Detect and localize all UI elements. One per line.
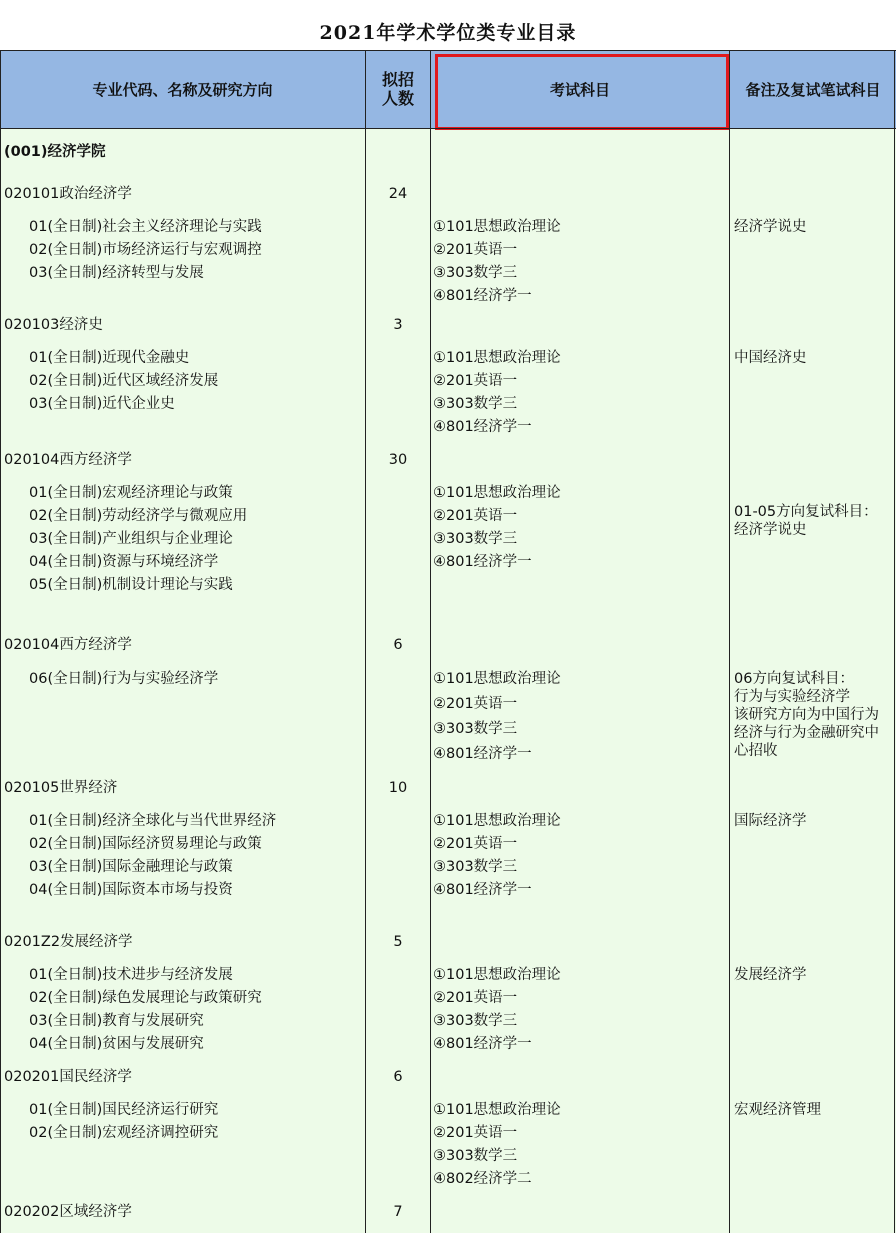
direction-item: 03(全日制)经济转型与发展: [29, 265, 204, 281]
exam-item: ①101思想政治理论: [433, 219, 561, 235]
direction-item: 02(全日制)国际经济贸易理论与政策: [29, 836, 262, 852]
exam-item: ①101思想政治理论: [433, 813, 561, 829]
direction-item: 01(全日制)技术进步与经济发展: [29, 967, 233, 983]
exam-item: ①101思想政治理论: [433, 671, 561, 687]
grid-line: [0, 128, 896, 129]
exam-item: ②201英语一: [433, 373, 518, 389]
exam-item: ③303数学三: [433, 531, 518, 547]
major-code: 020103经济史: [4, 317, 103, 333]
exam-item: ①101思想政治理论: [433, 967, 561, 983]
exam-item: ④801经济学一: [433, 882, 532, 898]
major-code: 020104西方经济学: [4, 637, 132, 653]
direction-item: 02(全日制)绿色发展理论与政策研究: [29, 990, 262, 1006]
exam-item: ②201英语一: [433, 990, 518, 1006]
direction-item: 02(全日制)宏观经济调控研究: [29, 1125, 219, 1141]
note-line: 01-05方向复试科目：: [734, 504, 878, 520]
exam-item: ④801经济学一: [433, 288, 532, 304]
grid-line: [729, 50, 730, 1233]
direction-item: 04(全日制)贫困与发展研究: [29, 1036, 204, 1052]
direction-item: 02(全日制)市场经济运行与宏观调控: [29, 242, 262, 258]
exam-item: ④801经济学一: [433, 746, 532, 762]
exam-item: ②201英语一: [433, 508, 518, 524]
header-quota-line2: 人数: [381, 89, 414, 108]
note-text: 中国经济史: [734, 350, 807, 366]
college-name: (001)经济学院: [4, 144, 106, 160]
major-quota: 30: [388, 452, 408, 468]
exam-item: ③303数学三: [433, 1148, 518, 1164]
major-code: 020104西方经济学: [4, 452, 132, 468]
note-line: 06方向复试科目：: [734, 671, 854, 687]
direction-item: 03(全日制)近代企业史: [29, 396, 175, 412]
direction-item: 01(全日制)社会主义经济理论与实践: [29, 219, 262, 235]
exam-item: ④802经济学二: [433, 1171, 532, 1187]
header-exam-subjects: 考试科目: [549, 80, 610, 99]
note-line: 心招收: [734, 743, 778, 759]
exam-item: ③303数学三: [433, 265, 518, 281]
major-code: 020201国民经济学: [4, 1069, 132, 1085]
major-quota: 10: [388, 780, 408, 796]
exam-item: ①101思想政治理论: [433, 485, 561, 501]
direction-item: 04(全日制)国际资本市场与投资: [29, 882, 233, 898]
direction-item: 03(全日制)产业组织与企业理论: [29, 531, 233, 547]
major-quota: 6: [393, 637, 403, 653]
exam-item: ②201英语一: [433, 1125, 518, 1141]
exam-item: ③303数学三: [433, 859, 518, 875]
grid-line: [894, 50, 895, 1233]
header-notes: 备注及复试笔试科目: [745, 80, 881, 99]
major-quota: 3: [393, 317, 403, 333]
grid-line: [0, 50, 896, 51]
exam-item: ④801经济学一: [433, 554, 532, 570]
note-text: 宏观经济管理: [734, 1102, 821, 1118]
exam-item: ②201英语一: [433, 696, 518, 712]
page-title: 2021年学术学位类专业目录: [319, 22, 577, 44]
major-quota: 5: [393, 934, 403, 950]
major-code: 020101政治经济学: [4, 186, 132, 202]
direction-item: 03(全日制)国际金融理论与政策: [29, 859, 233, 875]
note-text: 国际经济学: [734, 813, 807, 829]
exam-item: ④801经济学一: [433, 419, 532, 435]
exam-item: ③303数学三: [433, 721, 518, 737]
major-code: 020202区域经济学: [4, 1204, 132, 1220]
direction-item: 03(全日制)教育与发展研究: [29, 1013, 204, 1029]
exam-item: ②201英语一: [433, 242, 518, 258]
exam-item: ③303数学三: [433, 1013, 518, 1029]
note-line: 经济与行为金融研究中: [734, 725, 879, 741]
major-code: 020105世界经济: [4, 780, 118, 796]
note-text: 经济学说史: [734, 219, 807, 235]
note-line: 经济学说史: [734, 522, 807, 538]
highlight-box: [435, 54, 729, 130]
note-text: [734, 503, 894, 539]
major-code: 0201Z2发展经济学: [4, 934, 133, 950]
major-quota: 7: [393, 1204, 403, 1220]
note-line: 该研究方向为中国行为: [734, 707, 879, 723]
direction-item: 02(全日制)近代区域经济发展: [29, 373, 219, 389]
grid-line: [0, 50, 1, 1233]
header-major: 专业代码、名称及研究方向: [92, 80, 273, 99]
note-text: [734, 670, 894, 760]
direction-item: 02(全日制)劳动经济学与微观应用: [29, 508, 248, 524]
exam-item: ④801经济学一: [433, 1036, 532, 1052]
header-quota: [366, 50, 430, 128]
major-quota: 6: [393, 1069, 403, 1085]
direction-item: 01(全日制)国民经济运行研究: [29, 1102, 219, 1118]
major-quota: 24: [388, 186, 408, 202]
direction-item: 01(全日制)宏观经济理论与政策: [29, 485, 233, 501]
direction-item: 01(全日制)近现代金融史: [29, 350, 190, 366]
direction-item: 04(全日制)资源与环境经济学: [29, 554, 219, 570]
note-text: 发展经济学: [734, 967, 807, 983]
exam-item: ③303数学三: [433, 396, 518, 412]
exam-item: ①101思想政治理论: [433, 1102, 561, 1118]
direction-item: 01(全日制)经济全球化与当代世界经济: [29, 813, 277, 829]
exam-item: ①101思想政治理论: [433, 350, 561, 366]
direction-item: 05(全日制)机制设计理论与实践: [29, 577, 233, 593]
grid-line: [430, 50, 431, 1233]
exam-item: ②201英语一: [433, 836, 518, 852]
header-quota-line1: 拟招: [381, 70, 414, 89]
note-line: 行为与实验经济学: [734, 689, 850, 705]
direction-item: 06(全日制)行为与实验经济学: [29, 671, 219, 687]
